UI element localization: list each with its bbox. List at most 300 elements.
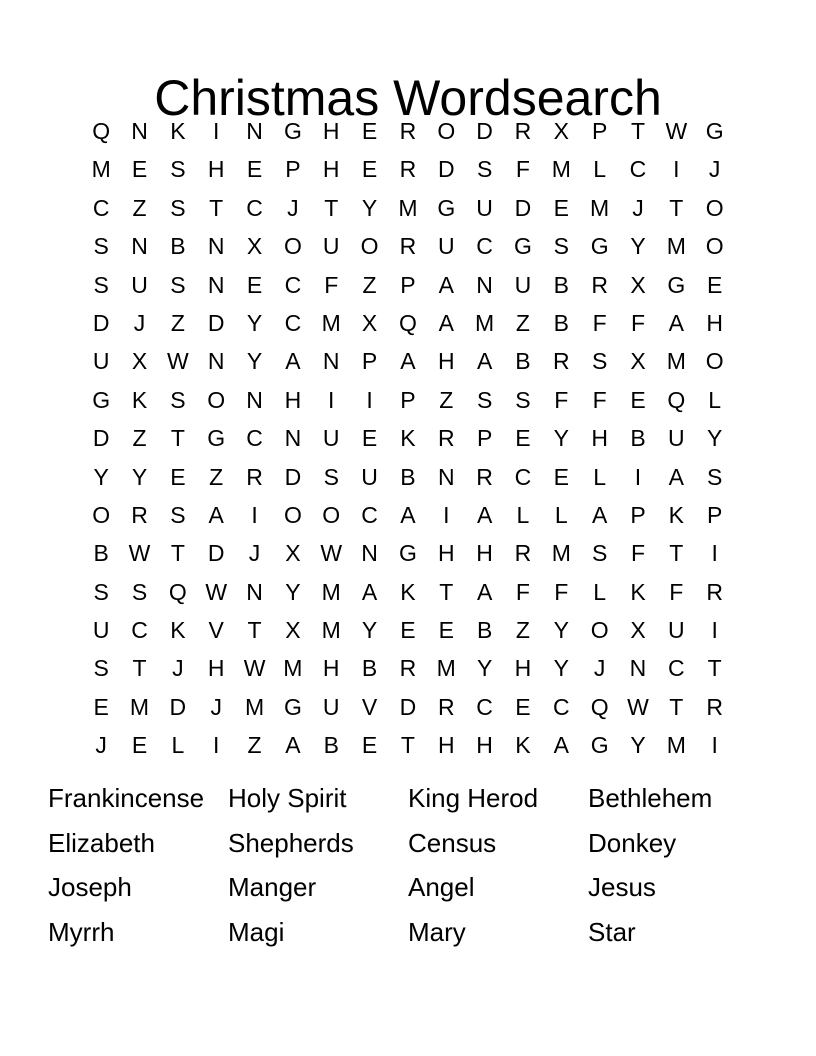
grid-cell: W: [167, 348, 189, 375]
word-list-item: Jesus: [588, 872, 656, 903]
grid-cell: C: [284, 309, 302, 336]
grid-cell: M: [321, 578, 341, 605]
grid-cell: P: [361, 348, 378, 375]
grid-cell: C: [361, 501, 378, 528]
grid-cell: O: [92, 501, 111, 528]
grid-cell: O: [207, 386, 226, 413]
grid-cell: S: [93, 233, 109, 260]
grid-cell: K: [400, 578, 416, 605]
grid-cell: A: [438, 309, 454, 336]
grid-cell: T: [669, 194, 684, 221]
grid-cell: Q: [168, 578, 187, 605]
grid-row: [82, 304, 734, 342]
grid-cell: F: [669, 578, 684, 605]
grid-cell: U: [668, 617, 685, 644]
grid-cell: Z: [439, 386, 454, 413]
grid-cell: F: [592, 386, 607, 413]
grid-row: [82, 496, 734, 534]
grid-cell: Z: [209, 463, 224, 490]
grid-cell: S: [93, 578, 109, 605]
grid-cell: W: [243, 655, 266, 682]
grid-cell: Z: [515, 617, 530, 644]
grid-cell: N: [246, 118, 263, 144]
grid-cell: P: [476, 425, 493, 452]
grid-cell: H: [437, 732, 455, 759]
grid-cell: M: [551, 156, 571, 183]
grid-cell: A: [553, 732, 569, 759]
grid-cell: N: [629, 655, 647, 682]
page-title: Christmas Wordsearch: [154, 69, 662, 126]
grid-cell: D: [476, 118, 493, 144]
grid-cell: A: [285, 348, 301, 375]
word-list-item: Magi: [228, 917, 285, 948]
grid-cell: A: [361, 578, 378, 605]
grid-cell: E: [361, 732, 378, 759]
grid-cell: S: [707, 463, 723, 490]
grid-cell: B: [553, 309, 569, 336]
grid-cell: J: [593, 655, 606, 682]
grid-cell: I: [251, 501, 258, 528]
grid-cell: K: [630, 578, 646, 605]
grid-cell: T: [247, 617, 262, 644]
grid-cell: G: [590, 732, 609, 759]
grid-cell: A: [476, 578, 493, 605]
grid-cell: J: [248, 540, 261, 567]
grid-cell: E: [361, 156, 378, 183]
word-list-item: Joseph: [48, 872, 132, 903]
grid-cell: R: [437, 425, 455, 452]
grid-cell: F: [554, 578, 569, 605]
grid-cell: B: [323, 732, 339, 759]
grid-cell: E: [131, 732, 148, 759]
grid-cell: C: [92, 194, 110, 221]
grid-cell: A: [438, 271, 454, 298]
grid-cell: Y: [93, 463, 109, 490]
grid-cell: E: [400, 617, 416, 644]
grid-cell: U: [92, 617, 110, 644]
grid-cell: M: [590, 194, 610, 221]
grid-cell: X: [630, 271, 646, 298]
grid-cell: C: [131, 617, 148, 644]
grid-cell: U: [322, 425, 340, 452]
grid-cell: T: [400, 732, 415, 759]
grid-cell: A: [208, 501, 224, 528]
grid-cell: X: [630, 617, 646, 644]
grid-cell: W: [128, 540, 151, 567]
grid-row: [82, 227, 734, 265]
grid-cell: R: [399, 233, 417, 260]
grid-cell: Q: [92, 118, 111, 144]
grid-cell: E: [438, 617, 454, 644]
grid-cell: S: [170, 156, 186, 183]
grid-row: [82, 458, 734, 496]
grid-cell: Q: [590, 693, 609, 720]
grid-cell: I: [711, 540, 718, 567]
grid-cell: Z: [362, 271, 377, 298]
grid-cell: R: [399, 655, 417, 682]
grid-cell: Y: [131, 463, 148, 490]
grid-cell: R: [476, 463, 493, 490]
grid-cell: I: [634, 463, 642, 490]
grid-cell: G: [207, 425, 226, 452]
grid-cell: M: [244, 693, 265, 720]
grid-cell: U: [131, 271, 148, 298]
grid-cell: R: [246, 463, 263, 490]
grid-cell: H: [514, 655, 532, 682]
letter-grid: [82, 112, 734, 765]
grid-cell: N: [246, 578, 263, 605]
grid-cell: S: [170, 386, 186, 413]
word-list-item: Frankincense: [48, 783, 205, 813]
grid-cell: M: [475, 309, 495, 336]
grid-cell: U: [322, 233, 340, 260]
grid-cell: B: [630, 425, 646, 452]
grid-cell: H: [476, 540, 493, 567]
grid-cell: W: [665, 118, 688, 144]
grid-cell: C: [552, 693, 570, 720]
grid-cell: F: [324, 271, 339, 298]
grid-cell: O: [705, 233, 724, 260]
grid-cell: M: [283, 655, 303, 682]
grid-cell: M: [91, 156, 111, 183]
grid-cell: G: [667, 271, 686, 298]
grid-cell: Y: [630, 233, 646, 260]
grid-cell: J: [632, 194, 644, 221]
grid-cell: A: [285, 732, 301, 759]
grid-cell: E: [246, 271, 263, 298]
grid-cell: I: [443, 501, 450, 528]
grid-cell: C: [514, 463, 532, 490]
grid-cell: J: [708, 156, 721, 183]
grid-cell: W: [627, 693, 649, 720]
grid-cell: T: [170, 425, 185, 452]
grid-cell: N: [322, 348, 340, 375]
grid-cell: M: [551, 540, 571, 567]
grid-cell: E: [131, 156, 148, 183]
grid-cell: J: [287, 194, 299, 221]
grid-cell: D: [92, 425, 110, 452]
grid-cell: F: [554, 386, 569, 413]
grid-cell: Y: [285, 578, 301, 605]
grid-cell: N: [437, 463, 455, 490]
grid-row: [82, 419, 734, 457]
grid-cell: V: [208, 617, 224, 644]
grid-cell: S: [591, 348, 608, 375]
grid-row: [82, 112, 734, 150]
grid-row: [82, 342, 734, 380]
grid-cell: B: [361, 655, 378, 682]
word-list-item: Census: [408, 827, 497, 858]
grid-cell: R: [399, 156, 417, 183]
grid-cell: H: [207, 156, 225, 183]
grid-cell: P: [591, 118, 608, 144]
grid-cell: G: [705, 118, 724, 144]
grid-cell: Y: [361, 194, 378, 221]
grid-cell: S: [93, 271, 109, 298]
grid-cell: U: [437, 233, 455, 260]
grid-cell: A: [400, 501, 416, 528]
grid-cell: M: [398, 194, 418, 221]
word-list-item: Bethlehem: [588, 783, 713, 813]
grid-cell: T: [707, 655, 722, 682]
grid-cell: P: [400, 271, 416, 298]
grid-cell: S: [170, 271, 186, 298]
grid-cell: Z: [170, 309, 185, 336]
grid-cell: E: [515, 425, 531, 452]
grid-row: [82, 189, 734, 227]
grid-row: [82, 573, 734, 611]
grid-cell: F: [515, 156, 530, 183]
grid-cell: L: [593, 463, 607, 490]
grid-cell: N: [246, 386, 263, 413]
grid-cell: S: [515, 386, 531, 413]
grid-cell: X: [131, 348, 148, 375]
word-list-item: Donkey: [588, 827, 677, 858]
grid-cell: A: [400, 348, 416, 375]
grid-cell: R: [552, 348, 570, 375]
grid-cell: J: [172, 655, 184, 682]
grid-cell: M: [666, 348, 686, 375]
grid-cell: R: [706, 693, 723, 720]
grid-cell: J: [210, 693, 222, 720]
grid-cell: A: [476, 501, 493, 528]
grid-cell: H: [437, 348, 455, 375]
grid-cell: R: [399, 118, 417, 144]
grid-cell: A: [668, 309, 684, 336]
grid-cell: Q: [667, 386, 686, 413]
grid-cell: B: [170, 233, 186, 260]
grid-cell: H: [322, 118, 340, 144]
grid-cell: H: [437, 540, 455, 567]
grid-cell: U: [361, 463, 378, 490]
grid-cell: Y: [553, 655, 569, 682]
grid-cell: X: [553, 118, 569, 144]
grid-cell: I: [213, 118, 220, 144]
grid-cell: O: [322, 501, 341, 528]
grid-cell: S: [553, 233, 569, 260]
grid-cell: Z: [132, 194, 147, 221]
grid-cell: S: [93, 655, 109, 682]
grid-cell: N: [131, 118, 148, 144]
grid-cell: C: [476, 233, 493, 260]
grid-cell: R: [514, 540, 532, 567]
grid-cell: E: [170, 463, 186, 490]
grid-cell: T: [439, 578, 454, 605]
grid-cell: F: [515, 578, 530, 605]
word-list-item: King Herod: [408, 783, 539, 813]
grid-cell: S: [591, 540, 608, 567]
grid-cell: S: [170, 501, 186, 528]
grid-cell: G: [590, 233, 609, 260]
grid-cell: I: [711, 617, 718, 644]
grid-cell: A: [476, 348, 493, 375]
grid-cell: T: [669, 693, 684, 720]
grid-cell: L: [516, 501, 530, 528]
grid-cell: X: [361, 309, 378, 336]
grid-cell: T: [630, 118, 646, 144]
grid-cell: O: [705, 194, 724, 221]
grid-cell: U: [92, 348, 110, 375]
grid-cell: Y: [707, 425, 723, 452]
grid-cell: R: [131, 501, 148, 528]
grid-cell: I: [213, 732, 220, 759]
grid-cell: T: [669, 540, 684, 567]
grid-cell: G: [437, 194, 456, 221]
grid-cell: S: [476, 386, 493, 413]
grid-cell: X: [246, 233, 263, 260]
grid-cell: M: [436, 655, 456, 682]
grid-cell: P: [707, 501, 723, 528]
grid-cell: D: [514, 194, 532, 221]
grid-cell: O: [705, 348, 724, 375]
grid-cell: O: [437, 118, 456, 144]
grid-cell: U: [476, 194, 493, 221]
grid-cell: E: [553, 194, 569, 221]
grid-cell: S: [170, 194, 186, 221]
grid-cell: Y: [553, 425, 569, 452]
grid-cell: K: [400, 425, 416, 452]
grid-cell: O: [360, 233, 379, 260]
grid-cell: D: [169, 693, 187, 720]
grid-cell: Z: [132, 425, 147, 452]
grid-cell: M: [666, 233, 686, 260]
grid-row: [82, 150, 734, 188]
grid-cell: A: [591, 501, 608, 528]
grid-cell: C: [629, 156, 647, 183]
grid-cell: H: [706, 309, 723, 336]
grid-cell: G: [283, 693, 302, 720]
grid-cell: C: [668, 655, 685, 682]
grid-cell: H: [322, 655, 340, 682]
grid-row: [82, 381, 734, 419]
grid-cell: D: [399, 693, 417, 720]
grid-cell: N: [207, 233, 225, 260]
grid-cell: H: [591, 425, 608, 452]
grid-cell: O: [283, 233, 302, 260]
grid-cell: Z: [247, 732, 262, 759]
grid-cell: E: [361, 425, 378, 452]
grid-cell: X: [630, 348, 646, 375]
grid-cell: H: [207, 655, 225, 682]
grid-cell: Y: [246, 348, 263, 375]
grid-cell: U: [514, 271, 532, 298]
grid-cell: F: [592, 309, 607, 336]
grid-row: [82, 649, 734, 687]
grid-cell: X: [285, 540, 301, 567]
grid-cell: L: [708, 386, 722, 413]
word-list-item: Holy Spirit: [228, 783, 347, 813]
grid-cell: E: [361, 118, 378, 144]
grid-cell: D: [437, 156, 455, 183]
grid-cell: I: [366, 386, 373, 413]
grid-cell: T: [324, 194, 339, 221]
grid-cell: L: [171, 732, 185, 759]
grid-cell: S: [131, 578, 148, 605]
grid-cell: P: [285, 156, 301, 183]
grid-cell: L: [593, 578, 607, 605]
grid-cell: P: [630, 501, 646, 528]
grid-cell: Z: [515, 309, 530, 336]
grid-cell: B: [553, 271, 569, 298]
grid-cell: O: [283, 501, 302, 528]
grid-cell: L: [554, 501, 568, 528]
grid-cell: Y: [361, 617, 378, 644]
grid-cell: N: [476, 271, 493, 298]
grid-cell: K: [515, 732, 531, 759]
grid-cell: N: [207, 271, 225, 298]
grid-cell: Q: [398, 309, 417, 336]
grid-cell: D: [92, 309, 110, 336]
grid-cell: F: [630, 540, 646, 567]
grid-cell: T: [132, 655, 147, 682]
grid-cell: I: [711, 732, 718, 759]
grid-cell: M: [666, 732, 686, 759]
grid-row: [82, 266, 734, 304]
grid-cell: D: [207, 309, 225, 336]
grid-cell: R: [514, 118, 532, 144]
grid-cell: D: [284, 463, 302, 490]
grid-cell: T: [209, 194, 224, 221]
grid-cell: J: [133, 309, 146, 336]
grid-cell: I: [328, 386, 335, 413]
grid-cell: E: [93, 693, 109, 720]
grid-cell: V: [361, 693, 378, 720]
word-list-item: Star: [588, 917, 636, 948]
grid-cell: K: [170, 617, 186, 644]
grid-cell: K: [131, 386, 148, 413]
grid-cell: F: [630, 309, 646, 336]
grid-cell: G: [92, 386, 111, 413]
grid-cell: C: [476, 693, 493, 720]
grid-cell: O: [590, 617, 609, 644]
grid-cell: R: [437, 693, 455, 720]
grid-cell: G: [283, 118, 302, 144]
grid-cell: R: [591, 271, 608, 298]
grid-cell: D: [207, 540, 225, 567]
grid-cell: S: [476, 156, 493, 183]
grid-cell: H: [322, 156, 340, 183]
grid-cell: E: [246, 156, 263, 183]
grid-cell: E: [515, 693, 531, 720]
grid-cell: T: [170, 540, 185, 567]
grid-cell: L: [593, 156, 607, 183]
grid-cell: Y: [630, 732, 646, 759]
grid-cell: B: [400, 463, 416, 490]
grid-cell: P: [400, 386, 416, 413]
word-list-item: Elizabeth: [48, 827, 155, 858]
grid-cell: G: [398, 540, 417, 567]
grid-cell: U: [668, 425, 685, 452]
grid-cell: N: [361, 540, 378, 567]
word-list-item: Myrrh: [48, 917, 115, 948]
grid-row: [82, 726, 734, 764]
grid-cell: M: [321, 309, 341, 336]
grid-cell: E: [630, 386, 646, 413]
grid-row: [82, 534, 734, 572]
grid-cell: K: [668, 501, 684, 528]
grid-cell: S: [323, 463, 339, 490]
grid-cell: N: [284, 425, 302, 452]
grid-cell: M: [321, 617, 341, 644]
word-list-item: Manger: [228, 872, 317, 903]
grid-row: [82, 611, 734, 649]
grid-row: [82, 688, 734, 726]
grid-cell: C: [284, 271, 302, 298]
grid-cell: B: [476, 617, 493, 644]
grid-cell: U: [322, 693, 340, 720]
grid-cell: B: [93, 540, 109, 567]
grid-cell: Y: [246, 309, 263, 336]
